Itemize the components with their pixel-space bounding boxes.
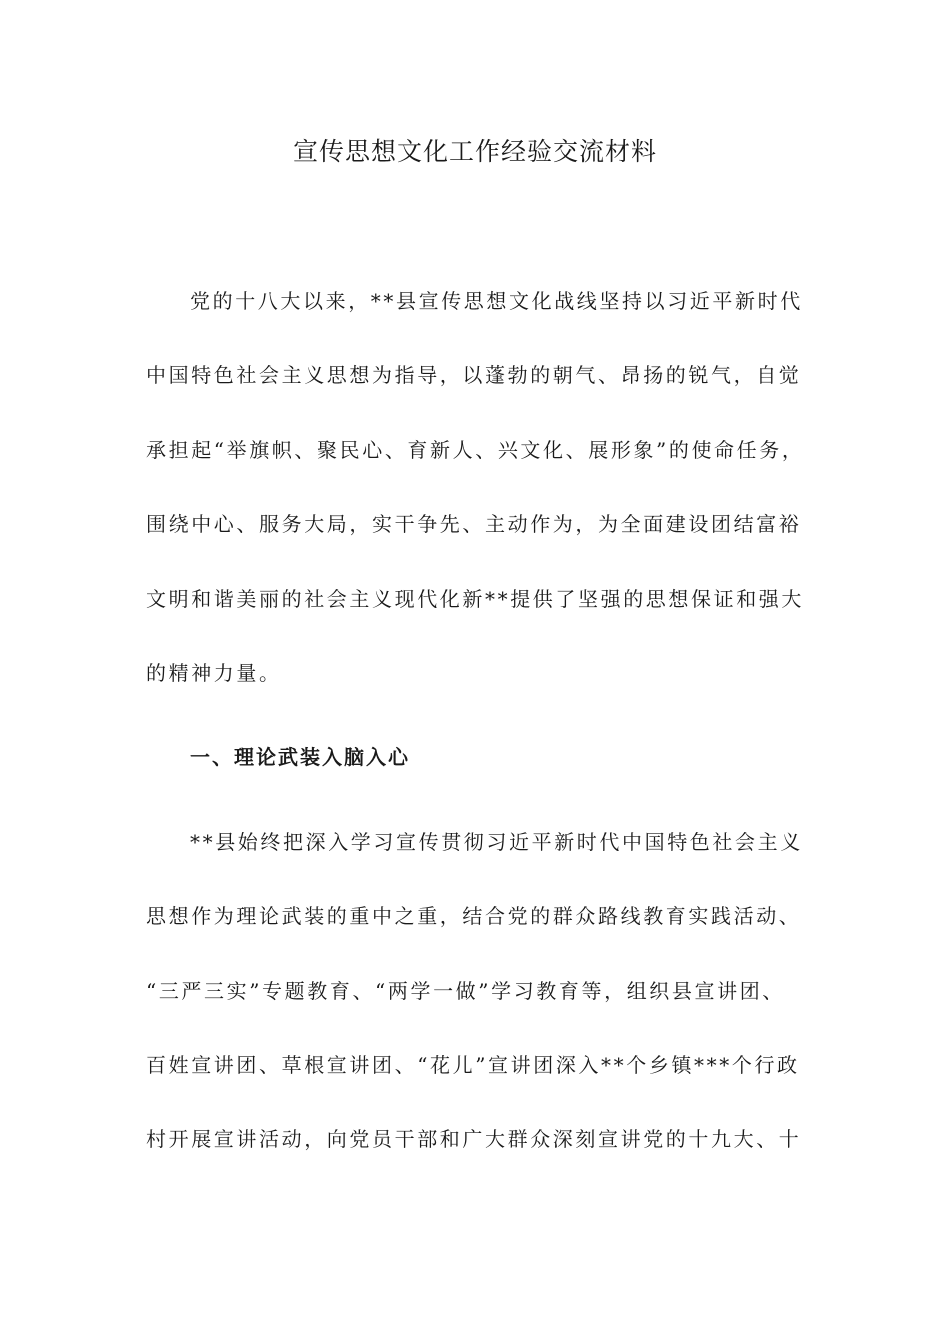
section-heading-1: 一、理论武装入脑入心 (190, 745, 410, 769)
section1-line-2: 思想作为理论武装的重中之重，结合党的群众路线教育实践活动、 (146, 904, 802, 928)
intro-line-5: 文明和谐美丽的社会主义现代化新**提供了坚强的思想保证和强大 (146, 587, 804, 611)
intro-line-4: 围绕中心、服务大局，实干争先、主动作为，为全面建设团结富裕 (146, 512, 802, 536)
section1-line-1: **县始终把深入学习宣传贯彻习近平新时代中国特色社会主义 (190, 830, 803, 854)
section1-line-5: 村开展宣讲活动，向党员干部和广大群众深刻宣讲党的十九大、十 (146, 1127, 802, 1151)
section1-line-3: “三严三实”专题教育、“两学一做”学习教育等，组织县宣讲团、 (146, 979, 785, 1003)
intro-line-1: 党的十八大以来，**县宣传思想文化战线坚持以习近平新时代 (190, 289, 803, 313)
section1-line-4: 百姓宣讲团、草根宣讲团、“花儿”宣讲团深入**个乡镇***个行政 (146, 1053, 800, 1077)
intro-line-2: 中国特色社会主义思想为指导，以蓬勃的朝气、昂扬的锐气，自觉 (146, 363, 802, 387)
intro-line-6: 的精神力量。 (146, 661, 282, 685)
intro-line-3: 承担起“举旗帜、聚民心、育新人、兴文化、展形象”的使命任务， (146, 438, 805, 462)
document-title: 宣传思想文化工作经验交流材料 (292, 137, 657, 166)
